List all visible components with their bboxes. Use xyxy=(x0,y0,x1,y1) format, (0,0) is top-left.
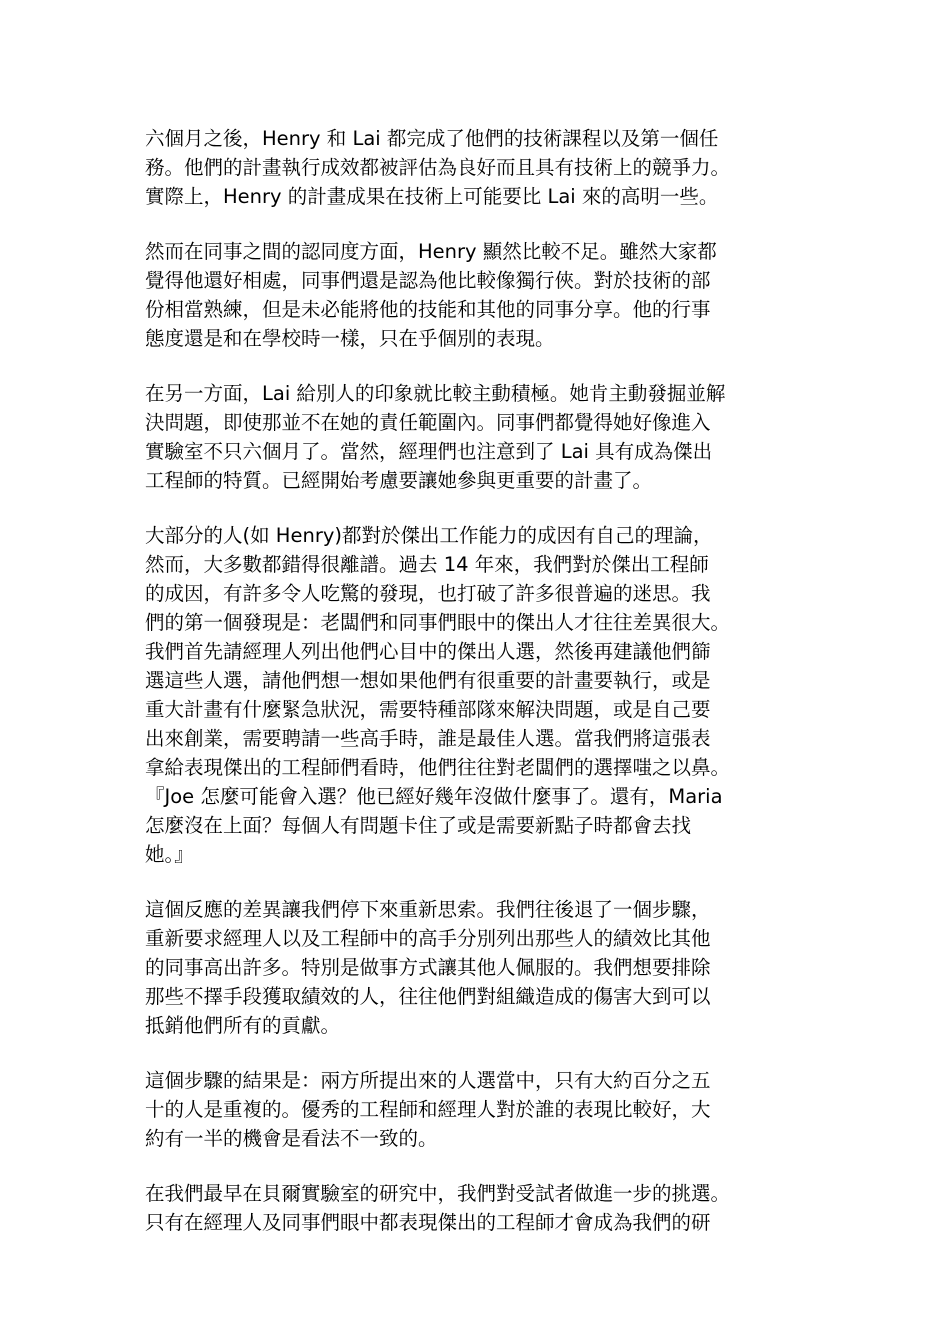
text-line: 這個反應的差異讓我們停下來重新思索。我們往後退了一個步驟， xyxy=(145,898,711,921)
text-line: 的同事高出許多。特別是做事方式讓其他人佩服的。我們想要排除 xyxy=(145,956,711,979)
text-line: 約有一半的機會是看法不一致的。 xyxy=(145,1127,438,1150)
paragraph-7 xyxy=(145,1179,825,1237)
text-line: 六個月之後，Henry 和 Lai 都完成了他們的技術課程以及第一個任 xyxy=(145,127,719,150)
text-line: 實際上，Henry 的計畫成果在技術上可能要比 Lai 來的高明一些。 xyxy=(145,185,719,208)
text-line: 態度還是和在學校時一樣，只在乎個別的表現。 xyxy=(145,327,555,350)
text-line: 『Joe 怎麼可能會入選？他已經好幾年沒做什麼事了。還有，Maria xyxy=(145,785,723,808)
text-line: 然而，大多數都錯得很離譜。過去 14 年來，我們對於傑出工程師 xyxy=(145,553,709,576)
text-line: 務。他們的計畫執行成效都被評估為良好而且具有技術上的競爭力。 xyxy=(145,156,731,179)
text-line: 那些不擇手段獲取績效的人，往往他們對組織造成的傷害大到可以 xyxy=(145,985,711,1008)
document-page xyxy=(145,124,825,1263)
paragraph-3 xyxy=(145,379,825,495)
text-line: 在另一方面，Lai 給別人的印象就比較主動積極。她肯主動發掘並解 xyxy=(145,382,726,405)
text-line: 實驗室不只六個月了。當然，經理們也注意到了 Lai 具有成為傑出 xyxy=(145,440,713,463)
text-line: 我們首先請經理人列出他們心目中的傑出人選，然後再建議他們篩 xyxy=(145,640,711,663)
text-line: 這個步驟的結果是：兩方所提出來的人選當中，只有大約百分之五 xyxy=(145,1069,711,1092)
text-line: 們的第一個發現是：老闆們和同事們眼中的傑出人才往往差異很大。 xyxy=(145,611,731,634)
text-line: 抵銷他們所有的貢獻。 xyxy=(145,1014,341,1037)
text-line: 只有在經理人及同事們眼中都表現傑出的工程師才會成為我們的研 xyxy=(145,1211,711,1234)
paragraph-4 xyxy=(145,521,825,869)
text-line: 拿給表現傑出的工程師們看時，他們往往對老闆們的選擇嗤之以鼻。 xyxy=(145,756,731,779)
paragraph-5 xyxy=(145,895,825,1040)
paragraph-1 xyxy=(145,124,825,211)
text-line: 然而在同事之間的認同度方面，Henry 顯然比較不足。雖然大家都 xyxy=(145,240,717,263)
text-line: 十的人是重複的。優秀的工程師和經理人對於誰的表現比較好，大 xyxy=(145,1098,711,1121)
text-line: 覺得他還好相處，同事們還是認為他比較像獨行俠。對於技術的部 xyxy=(145,269,711,292)
text-line: 大部分的人(如 Henry)都對於傑出工作能力的成因有自己的理論， xyxy=(145,524,713,547)
text-line: 出來創業，需要聘請一些高手時，誰是最佳人選。當我們將這張表 xyxy=(145,727,711,750)
text-line: 在我們最早在貝爾實驗室的研究中，我們對受試者做進一步的挑選。 xyxy=(145,1182,731,1205)
text-line: 工程師的特質。已經開始考慮要讓她參與更重要的計畫了。 xyxy=(145,469,653,492)
paragraph-6 xyxy=(145,1066,825,1153)
text-line: 重大計畫有什麼緊急狀況，需要特種部隊來解決問題，或是自己要 xyxy=(145,698,711,721)
text-line: 決問題，即使那並不在她的責任範圍內。同事們都覺得她好像進入 xyxy=(145,411,711,434)
text-line: 她。』 xyxy=(145,843,194,866)
text-line: 選這些人選，請他們想一想如果他們有很重要的計畫要執行，或是 xyxy=(145,669,711,692)
text-line: 份相當熟練，但是未必能將他的技能和其他的同事分享。他的行事 xyxy=(145,298,711,321)
text-line: 的成因，有許多令人吃驚的發現，也打破了許多很普遍的迷思。我 xyxy=(145,582,711,605)
text-line: 怎麼沒在上面？每個人有問題卡住了或是需要新點子時都會去找 xyxy=(145,814,692,837)
text-line: 重新要求經理人以及工程師中的高手分別列出那些人的績效比其他 xyxy=(145,927,711,950)
paragraph-2 xyxy=(145,237,825,353)
